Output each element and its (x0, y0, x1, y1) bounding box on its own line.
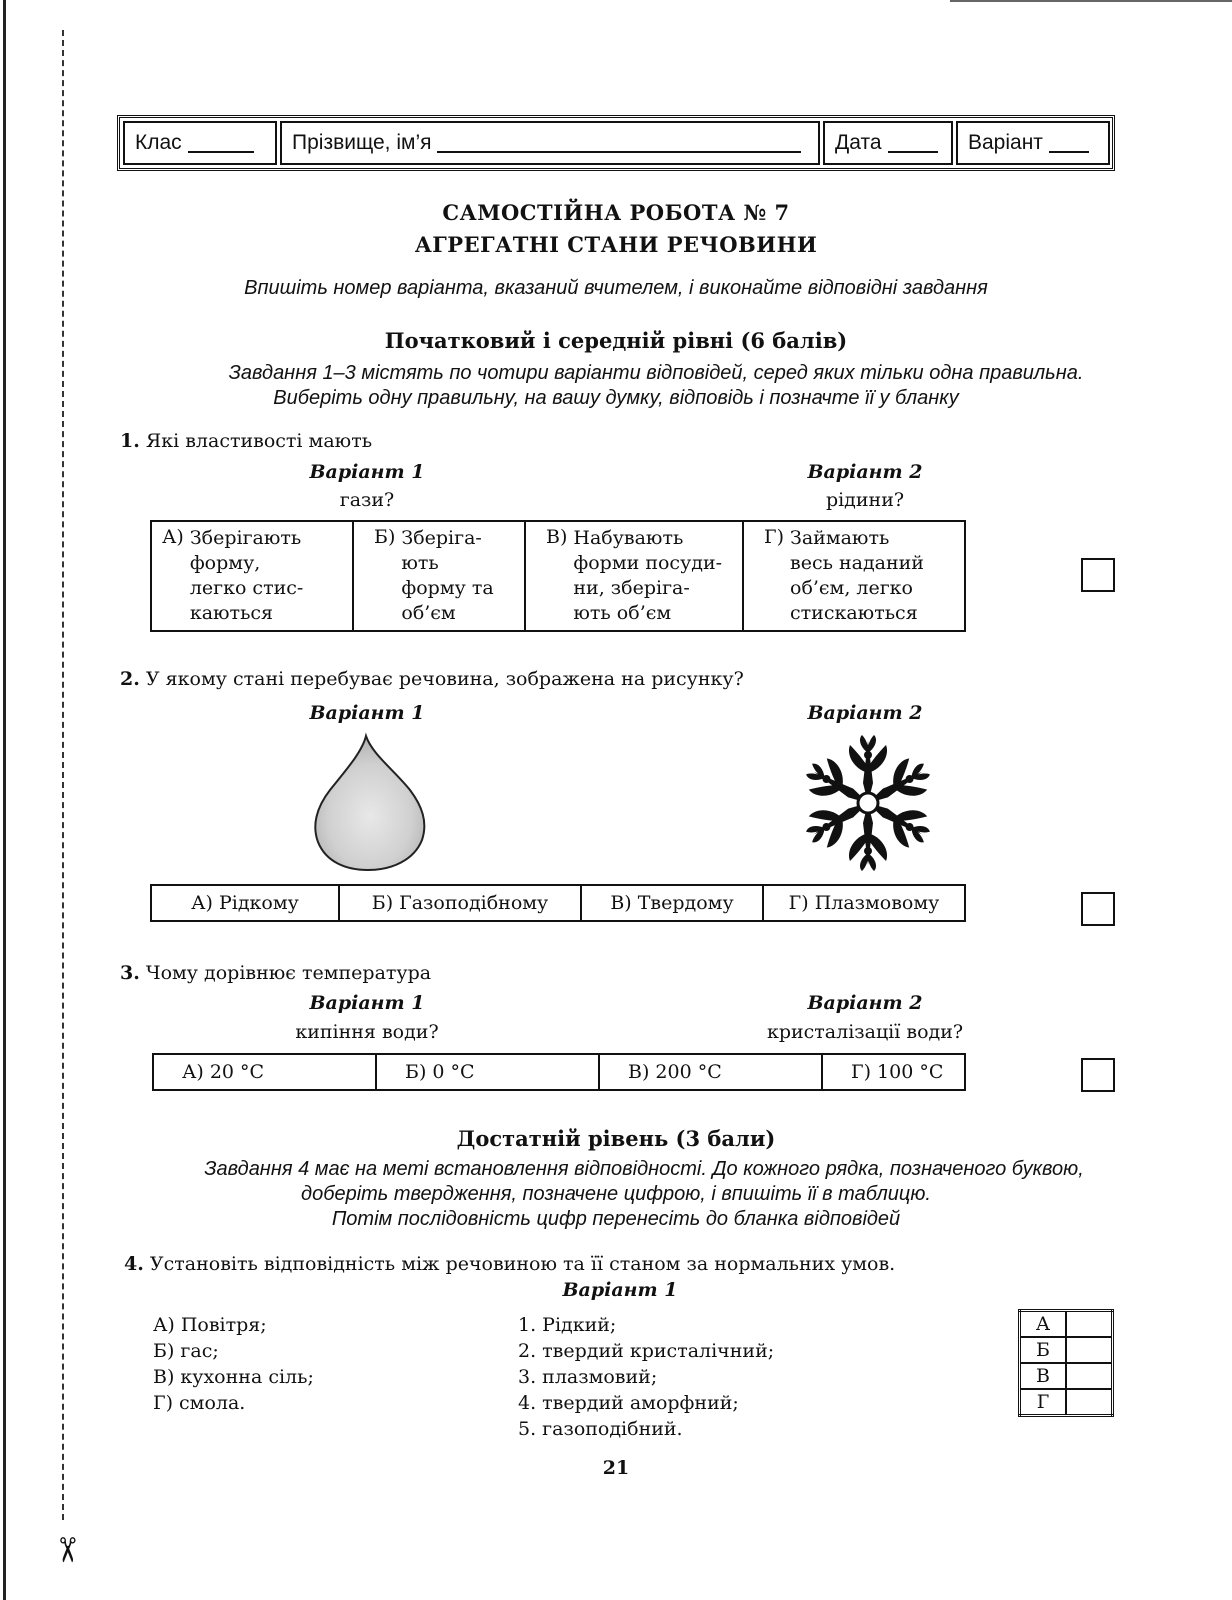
q1-variant2-label: Варіант 2 (807, 461, 923, 483)
grid-answer-cell[interactable] (1066, 1311, 1113, 1338)
instruction: Впишіть номер варіанта, вказаний вчителем, і виконайте відповідні завдання (244, 277, 988, 299)
q1-variant1-label: Варіант 1 (309, 461, 425, 483)
q1-option-b[interactable]: Б) Зберіга- ють форму та об’єм (353, 521, 525, 631)
q3-option-d[interactable]: Г) 100 °С (822, 1054, 965, 1090)
q3-answer-box[interactable] (1081, 1058, 1115, 1092)
q2-answer-box[interactable] (1081, 892, 1115, 926)
q2-option-b[interactable]: Б) Газоподібному (339, 885, 581, 921)
list-item: 5. газоподібний. (518, 1418, 683, 1440)
q4-text: 4. Установіть відповідність між речовиною та її станом за нормальних умов. (124, 1253, 896, 1275)
q1-text: 1. Які властивості мають (120, 430, 373, 452)
q2-option-c[interactable]: В) Твердому (581, 885, 763, 921)
list-item: Г) смола. (153, 1392, 246, 1414)
q3-variant1-sub: кипіння води? (295, 1021, 439, 1043)
section2-heading: Достатній рівень (3 бали) (456, 1126, 776, 1151)
q2-option-a[interactable]: А) Рідкому (151, 885, 339, 921)
q3-option-b[interactable]: Б) 0 °С (376, 1054, 599, 1090)
variant-field[interactable]: Варіант (956, 121, 1110, 165)
section1-desc-1: Завдання 1–3 містять по чотири варіанти відповідей, серед яких тільки одна правильна. (228, 362, 1084, 384)
class-field[interactable]: Клас (123, 121, 277, 165)
section2-desc-1: Завдання 4 має на меті встановлення відповідності. До кожного рядка, позначеного буквою, (204, 1158, 1084, 1180)
q4-states (518, 1312, 774, 1442)
list-item: 2. твердий кристалічний; (518, 1340, 775, 1362)
q3-variant1-label: Варіант 1 (309, 992, 425, 1014)
q2-options (150, 884, 966, 922)
q1-option-a[interactable]: А) Зберігають форму, легко стис- каються (151, 521, 353, 631)
section2-desc-2: доберіть твердження, позначене цифрою, і впишіть її в таблицю. (301, 1183, 931, 1205)
q3-text: 3. Чому дорівнює температура (120, 962, 432, 984)
q2-option-d[interactable]: Г) Плазмовому (763, 885, 965, 921)
q2-text: 2. У якому стані перебуває речовина, зображена на рисунку? (120, 668, 744, 690)
page-number: 21 (602, 1457, 630, 1479)
grid-answer-cell[interactable] (1066, 1389, 1113, 1416)
list-item: 4. твердий аморфний; (518, 1392, 739, 1414)
q4-substances (153, 1312, 314, 1416)
q4-answer-grid (1018, 1309, 1114, 1417)
q3-variant2-sub: кристалізації води? (766, 1021, 964, 1043)
grid-letter: А (1020, 1311, 1067, 1338)
q1-option-c[interactable]: В) Набувають форми посуди- ни, зберіга- ють об’єм (525, 521, 743, 631)
work-title: САМОСТІЙНА РОБОТА № 7 (442, 200, 790, 225)
section2-desc-3: Потім послідовність цифр перенесіть до бланка відповідей (331, 1208, 901, 1230)
topic-title: АГРЕГАТНІ СТАНИ РЕЧОВИНИ (414, 232, 818, 257)
student-info-box (117, 115, 1115, 171)
q2-variant2-label: Варіант 2 (807, 702, 923, 724)
top-rule (950, 0, 1232, 2)
list-item: 3. плазмовий; (518, 1366, 658, 1388)
section1-heading: Початковий і середній рівні (6 балів) (384, 328, 848, 353)
q3-variant2-label: Варіант 2 (807, 992, 923, 1014)
date-field[interactable]: Дата (823, 121, 953, 165)
grid-letter: В (1020, 1363, 1067, 1389)
grid-letter: Б (1020, 1337, 1067, 1363)
q3-option-a[interactable]: А) 20 °С (153, 1054, 376, 1090)
list-item: А) Повітря; (153, 1314, 267, 1336)
list-item: 1. Рідкий; (518, 1314, 617, 1336)
grid-answer-cell[interactable] (1066, 1337, 1113, 1363)
list-item: В) кухонна сіль; (153, 1366, 314, 1388)
q4-variant1-label: Варіант 1 (562, 1279, 678, 1301)
q2-variant1-label: Варіант 1 (309, 702, 425, 724)
list-item: Б) гас; (153, 1340, 219, 1362)
q3-options (152, 1053, 966, 1091)
q3-option-c[interactable]: В) 200 °С (599, 1054, 822, 1090)
snowflake-image (792, 733, 944, 873)
q1-variant1-sub: гази? (339, 489, 395, 511)
grid-answer-cell[interactable] (1066, 1363, 1113, 1389)
grid-letter: Г (1020, 1389, 1067, 1416)
q1-options (150, 520, 966, 632)
section1-desc-2: Виберіть одну правильну, на вашу думку, відповідь і позначте її у бланку (273, 387, 959, 409)
q1-variant2-sub: рідини? (825, 489, 905, 511)
scissors-icon: ✂ (46, 1535, 87, 1565)
q1-option-d[interactable]: Г) Займають весь наданий об’єм, легко стискаються (743, 521, 965, 631)
water-drop-image (300, 730, 440, 875)
name-field[interactable]: Прізвище, ім’я (280, 121, 820, 165)
q1-answer-box[interactable] (1081, 558, 1115, 592)
